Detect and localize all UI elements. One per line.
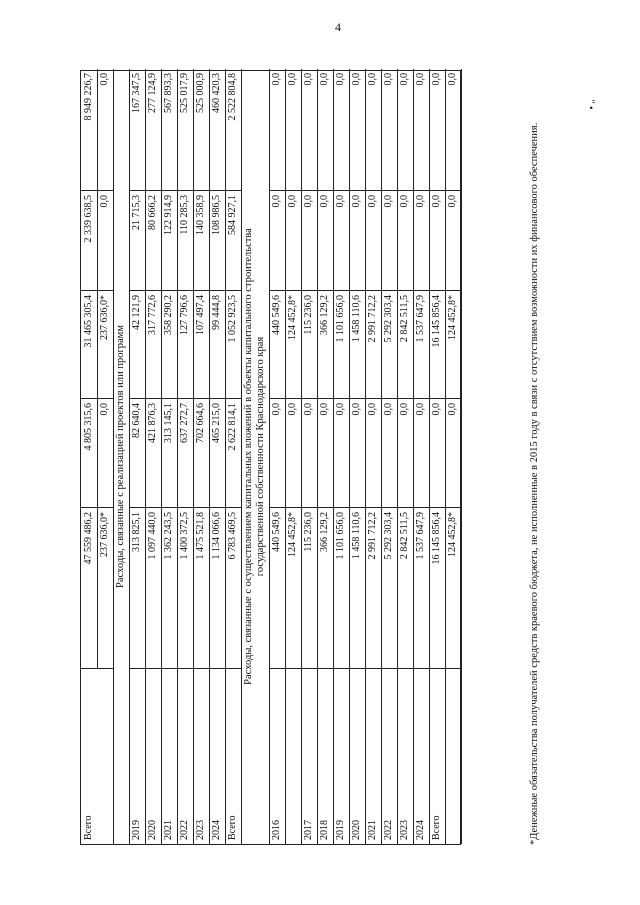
row-label: 2019: [335, 820, 346, 840]
row-label: 2022: [179, 820, 190, 840]
value-cell: 8 949 226,7: [83, 73, 94, 121]
row-label: 2023: [399, 820, 410, 840]
value-cell: 0,0: [287, 195, 298, 208]
value-cell: 525 017,9: [179, 73, 190, 113]
column-divider: [129, 290, 241, 291]
section-title: Расходы, связанные с реализацией проектов или программ: [115, 325, 126, 588]
value-cell: 122 914,9: [163, 195, 174, 235]
value-cell: 0,0: [399, 403, 410, 416]
value-cell: 0,0: [271, 195, 282, 208]
value-cell: 1 458 110,6: [351, 512, 362, 560]
row-divider: [145, 69, 146, 844]
column-divider: [129, 398, 241, 399]
value-cell: 31 465 305,4: [83, 295, 94, 348]
value-cell: 0,0: [99, 73, 110, 86]
value-cell: 1 537 647,9: [415, 512, 426, 560]
value-cell: 0,0: [367, 73, 378, 86]
value-cell: 1 101 656,0: [335, 512, 346, 560]
row-divider: [429, 69, 430, 844]
value-cell: 82 640,4: [131, 403, 142, 438]
row-divider: [381, 69, 382, 844]
row-divider: [209, 69, 210, 844]
value-cell: 0,0: [383, 195, 394, 208]
value-cell: 1 134 066,6: [211, 512, 222, 560]
value-cell: 108 986,5: [211, 195, 222, 235]
value-cell: 465 215,0: [211, 403, 222, 443]
value-cell: 127 796,6: [179, 295, 190, 335]
row-divider: [269, 69, 270, 844]
value-cell: 2 991 712,2: [367, 295, 378, 343]
value-cell: 2 842 511,5: [399, 512, 410, 560]
value-cell: 421 876,3: [147, 403, 158, 443]
value-cell: 0,0: [335, 195, 346, 208]
value-cell: 1 458 110,6: [351, 295, 362, 343]
page-number: 4: [335, 20, 341, 34]
value-cell: 0,0: [415, 403, 426, 416]
column-divider: [81, 507, 113, 508]
value-cell: 0,0: [287, 73, 298, 86]
value-cell: 0,0: [99, 195, 110, 208]
row-label: 2019: [131, 820, 142, 840]
value-cell: 115 236,0: [303, 295, 314, 335]
row-label: Всего: [83, 815, 94, 840]
value-cell: 0,0: [271, 403, 282, 416]
value-cell: 110 285,3: [179, 195, 190, 235]
value-cell: 358 290,2: [163, 295, 174, 335]
value-cell: 99 444,8: [211, 295, 222, 330]
column-divider: [269, 190, 461, 191]
value-cell: 2 339 638,5: [83, 195, 94, 243]
value-cell: 0,0: [351, 73, 362, 86]
value-cell: 2 522 804,8: [227, 73, 238, 121]
value-cell: 0,0: [335, 403, 346, 416]
column-divider: [81, 398, 113, 399]
value-cell: 460 420,3: [211, 73, 222, 113]
row-label: 2020: [351, 820, 362, 840]
column-divider: [269, 507, 461, 508]
row-divider: [301, 69, 302, 844]
row-label: 2023: [195, 820, 206, 840]
row-divider: [397, 69, 398, 844]
value-cell: 80 666,2: [147, 195, 158, 230]
row-divider: [365, 69, 366, 844]
value-cell: 124 452,8*: [447, 512, 458, 557]
value-cell: 567 893,3: [163, 73, 174, 113]
value-cell: 47 559 486,2: [83, 512, 94, 565]
value-cell: 277 124,9: [147, 73, 158, 113]
column-divider: [129, 668, 241, 669]
value-cell: 167 347,5: [131, 73, 142, 113]
row-divider: [317, 69, 318, 844]
value-cell: 2 842 511,5: [399, 295, 410, 343]
value-cell: 313 145,1: [163, 403, 174, 443]
value-cell: 0,0: [319, 73, 330, 86]
value-cell: 5 292 303,4: [383, 512, 394, 560]
value-cell: 6 783 469,5: [227, 512, 238, 560]
value-cell: 584 927,1: [227, 195, 238, 235]
row-label: Всего: [227, 815, 238, 840]
value-cell: 0,0: [415, 195, 426, 208]
column-divider: [129, 507, 241, 508]
row-divider: [113, 69, 114, 844]
value-cell: 0,0: [319, 403, 330, 416]
column-divider: [269, 398, 461, 399]
row-label: 2024: [415, 820, 426, 840]
column-divider: [129, 190, 241, 191]
section-title: Расходы, связанные с осуществлением капитальных вложений в объекты капитального строительства: [243, 228, 254, 685]
value-cell: 140 358,9: [195, 195, 206, 235]
value-cell: 0,0: [99, 403, 110, 416]
row-divider: [97, 69, 98, 669]
row-divider: [241, 69, 242, 844]
footnote: *Денежные обязательства получателей средств краевого бюджета, не исполненные в 2015 году в связи с отсутствием возможности их финансового обеспечения.: [529, 122, 540, 845]
value-cell: 237 636,0*: [99, 512, 110, 557]
value-cell: 0,0: [303, 73, 314, 86]
row-divider: [193, 69, 194, 844]
value-cell: 2 622 814,1: [227, 403, 238, 451]
value-cell: 702 664,6: [195, 403, 206, 443]
value-cell: 0,0: [303, 195, 314, 208]
row-divider: [129, 69, 130, 844]
value-cell: 0,0: [383, 73, 394, 86]
value-cell: 317 772,6: [147, 295, 158, 335]
value-cell: 42 121,9: [131, 295, 142, 330]
value-cell: 237 636,0*: [99, 295, 110, 340]
value-cell: 0,0: [431, 403, 442, 416]
row-divider: [177, 69, 178, 844]
value-cell: 0,0: [399, 195, 410, 208]
value-cell: 1 097 440,0: [147, 512, 158, 560]
value-cell: 0,0: [335, 73, 346, 86]
scan-marks: " •: [584, 99, 596, 110]
value-cell: 0,0: [271, 73, 282, 86]
value-cell: 0,0: [303, 403, 314, 416]
value-cell: 0,0: [399, 73, 410, 86]
value-cell: 21 715,3: [131, 195, 142, 230]
row-label: 2016: [271, 820, 282, 840]
value-cell: 1 362 243,5: [163, 512, 174, 560]
value-cell: 0,0: [319, 195, 330, 208]
value-cell: 124 452,8*: [287, 512, 298, 557]
section-title: государственной собственности Краснодарского края: [255, 336, 266, 577]
column-divider: [269, 290, 461, 291]
value-cell: 0,0: [447, 73, 458, 86]
row-divider: [285, 69, 286, 844]
value-cell: 0,0: [351, 195, 362, 208]
value-cell: 115 236,0: [303, 512, 314, 552]
row-divider: [461, 69, 462, 844]
row-label: 2021: [163, 820, 174, 840]
row-divider: [225, 69, 226, 844]
row-divider: [413, 69, 414, 844]
budget-table: [80, 70, 461, 845]
column-divider: [81, 668, 113, 669]
value-cell: 1 052 923,5: [227, 295, 238, 343]
value-cell: 0,0: [383, 403, 394, 416]
value-cell: 0,0: [351, 403, 362, 416]
column-divider: [81, 290, 113, 291]
value-cell: 0,0: [367, 195, 378, 208]
value-cell: 1 400 372,5: [179, 512, 190, 560]
value-cell: 107 497,4: [195, 295, 206, 335]
value-cell: 124 452,8*: [447, 295, 458, 340]
value-cell: 124 452,8*: [287, 295, 298, 340]
row-divider: [349, 69, 350, 844]
row-label: 2021: [367, 820, 378, 840]
value-cell: 0,0: [431, 73, 442, 86]
value-cell: 366 129,2: [319, 295, 330, 335]
value-cell: 1 475 521,8: [195, 512, 206, 560]
value-cell: 440 549,6: [271, 295, 282, 335]
column-divider: [269, 668, 461, 669]
row-label: 2018: [319, 820, 330, 840]
value-cell: 5 292 303,4: [383, 295, 394, 343]
row-divider: [445, 69, 446, 844]
value-cell: 0,0: [367, 403, 378, 416]
row-divider: [333, 69, 334, 844]
value-cell: 2 991 712,2: [367, 512, 378, 560]
value-cell: 0,0: [447, 403, 458, 416]
value-cell: 0,0: [447, 195, 458, 208]
value-cell: 1 101 656,0: [335, 295, 346, 343]
value-cell: 1 537 647,9: [415, 295, 426, 343]
value-cell: 637 272,7: [179, 403, 190, 443]
value-cell: 16 145 856,4: [431, 295, 442, 348]
value-cell: 525 000,9: [195, 73, 206, 113]
value-cell: 440 549,6: [271, 512, 282, 552]
value-cell: 313 825,1: [131, 512, 142, 552]
value-cell: 0,0: [287, 403, 298, 416]
row-label: Всего: [431, 815, 442, 840]
value-cell: 0,0: [431, 195, 442, 208]
row-divider: [161, 69, 162, 844]
row-label: 2024: [211, 820, 222, 840]
row-label: 2017: [303, 820, 314, 840]
value-cell: 0,0: [415, 73, 426, 86]
value-cell: 366 129,2: [319, 512, 330, 552]
column-divider: [81, 190, 113, 191]
rotated-content: [80, 45, 595, 845]
row-label: 2022: [383, 820, 394, 840]
row-label: 2020: [147, 820, 158, 840]
value-cell: 4 805 315,6: [83, 403, 94, 451]
value-cell: 16 145 856,4: [431, 512, 442, 565]
